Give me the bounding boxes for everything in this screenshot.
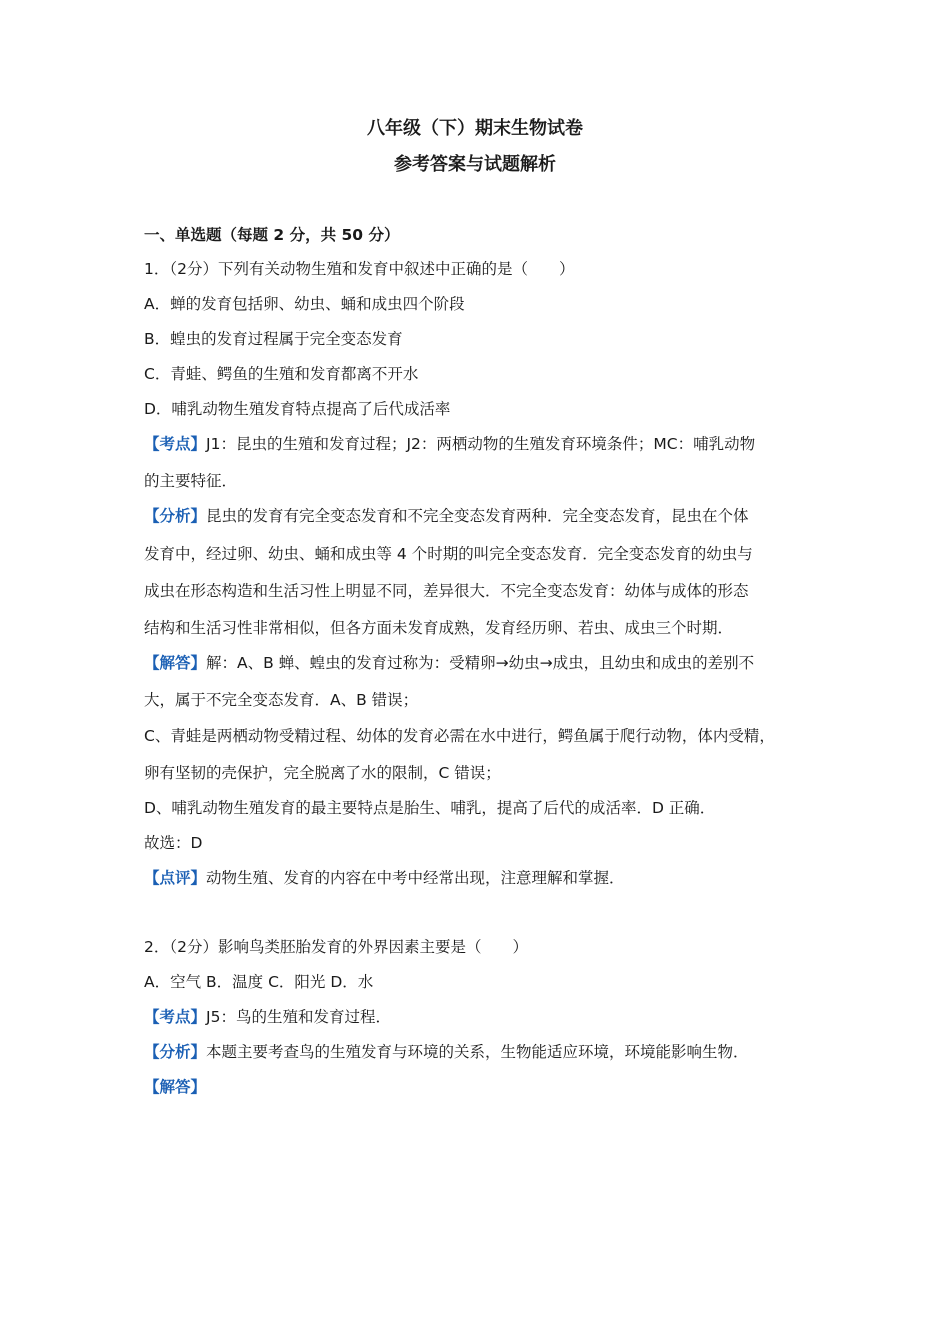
question-1-dianping — [144, 867, 824, 889]
question-1-jieda-line-3: C、青蛙是两栖动物受精过程、幼体的发育必需在水中进行，鳄鱼属于爬行动物，体内受精， — [144, 727, 775, 745]
question-2-jieda — [144, 1076, 824, 1098]
question-1-kaodian-cont: 的主要特征． — [144, 472, 238, 490]
question-2-kaodian — [144, 1006, 824, 1028]
fenxi-tag: 【分析】 — [144, 507, 207, 525]
kaodian-text: J1：昆虫的生殖和发育过程；J2：两栖动物的生殖发育环境条件；MC：哺乳动物 — [206, 435, 756, 453]
fenxi-text: 昆虫的发育有完全变态发育和不完全变态发育两种．完全变态发育，昆虫在个体 — [206, 507, 749, 525]
question-1-jieda-line-4: 卵有坚韧的壳保护，完全脱离了水的限制，C 错误； — [144, 764, 501, 782]
kaodian-text: J5：鸟的生殖和发育过程． — [206, 1008, 391, 1026]
jieda-tag: 【解答】 — [144, 1078, 207, 1096]
question-1-fenxi-line-4: 结构和生活习性非常相似，但各方面未发育成熟，发育经历卵、若虫、成虫三个时期． — [144, 619, 734, 637]
document-subtitle: 参考答案与试题解析 — [394, 154, 556, 175]
fenxi-text: 本题主要考查鸟的生殖发育与环境的关系，生物能适应环境，环境能影响生物． — [206, 1043, 749, 1061]
kaodian-tag: 【考点】 — [144, 1008, 207, 1026]
dianping-text: 动物生殖、发育的内容在中考中经常出现，注意理解和掌握． — [206, 869, 625, 887]
question-1-fenxi-line-2: 发育中，经过卵、幼虫、蛹和成虫等 4 个时期的叫完全变态发育．完全变态发育的幼虫与 — [144, 545, 753, 563]
question-1-option-c: C．青蛙、鳄鱼的生殖和发育都离不开水 — [144, 365, 419, 383]
question-1-jieda — [144, 652, 824, 674]
document-title: 八年级（下）期末生物试卷 — [367, 118, 583, 139]
jieda-tag: 【解答】 — [144, 654, 207, 672]
question-2-fenxi — [144, 1041, 824, 1063]
question-2-options: A．空气 B．温度 C．阳光 D．水 — [144, 973, 374, 991]
fenxi-tag: 【分析】 — [144, 1043, 207, 1061]
question-1-fenxi-line-3: 成虫在形态构造和生活习性上明显不同，差异很大．不完全变态发育：幼体与成体的形态 — [144, 582, 749, 600]
kaodian-tag: 【考点】 — [144, 435, 207, 453]
question-1-option-a: A．蝉的发育包括卵、幼虫、蛹和成虫四个阶段 — [144, 295, 465, 313]
question-2-stem: 2．（2分）影响鸟类胚胎发育的外界因素主要是（ ） — [144, 938, 528, 956]
dianping-tag: 【点评】 — [144, 869, 207, 887]
jieda-text: 解：A、B 蝉、蝗虫的发育过称为：受精卵→幼虫→成虫，且幼虫和成虫的差别不 — [206, 654, 755, 672]
question-1-answer: 故选：D — [144, 834, 203, 852]
question-1-stem: 1．（2分）下列有关动物生殖和发育中叙述中正确的是（ ） — [144, 260, 575, 278]
question-1-jieda-line-5: D、哺乳动物生殖发育的最主要特点是胎生、哺乳，提高了后代的成活率．D 正确． — [144, 799, 716, 817]
question-1-fenxi — [144, 505, 824, 527]
question-1-jieda-line-2: 大，属于不完全变态发育．A、B 错误； — [144, 691, 419, 709]
question-1-option-d: D．哺乳动物生殖发育特点提高了后代成活率 — [144, 400, 451, 418]
question-1-kaodian — [144, 433, 824, 455]
question-1-option-b: B．蝗虫的发育过程属于完全变态发育 — [144, 330, 403, 348]
section-heading: 一、单选题（每题 2 分，共 50 分） — [144, 226, 400, 244]
